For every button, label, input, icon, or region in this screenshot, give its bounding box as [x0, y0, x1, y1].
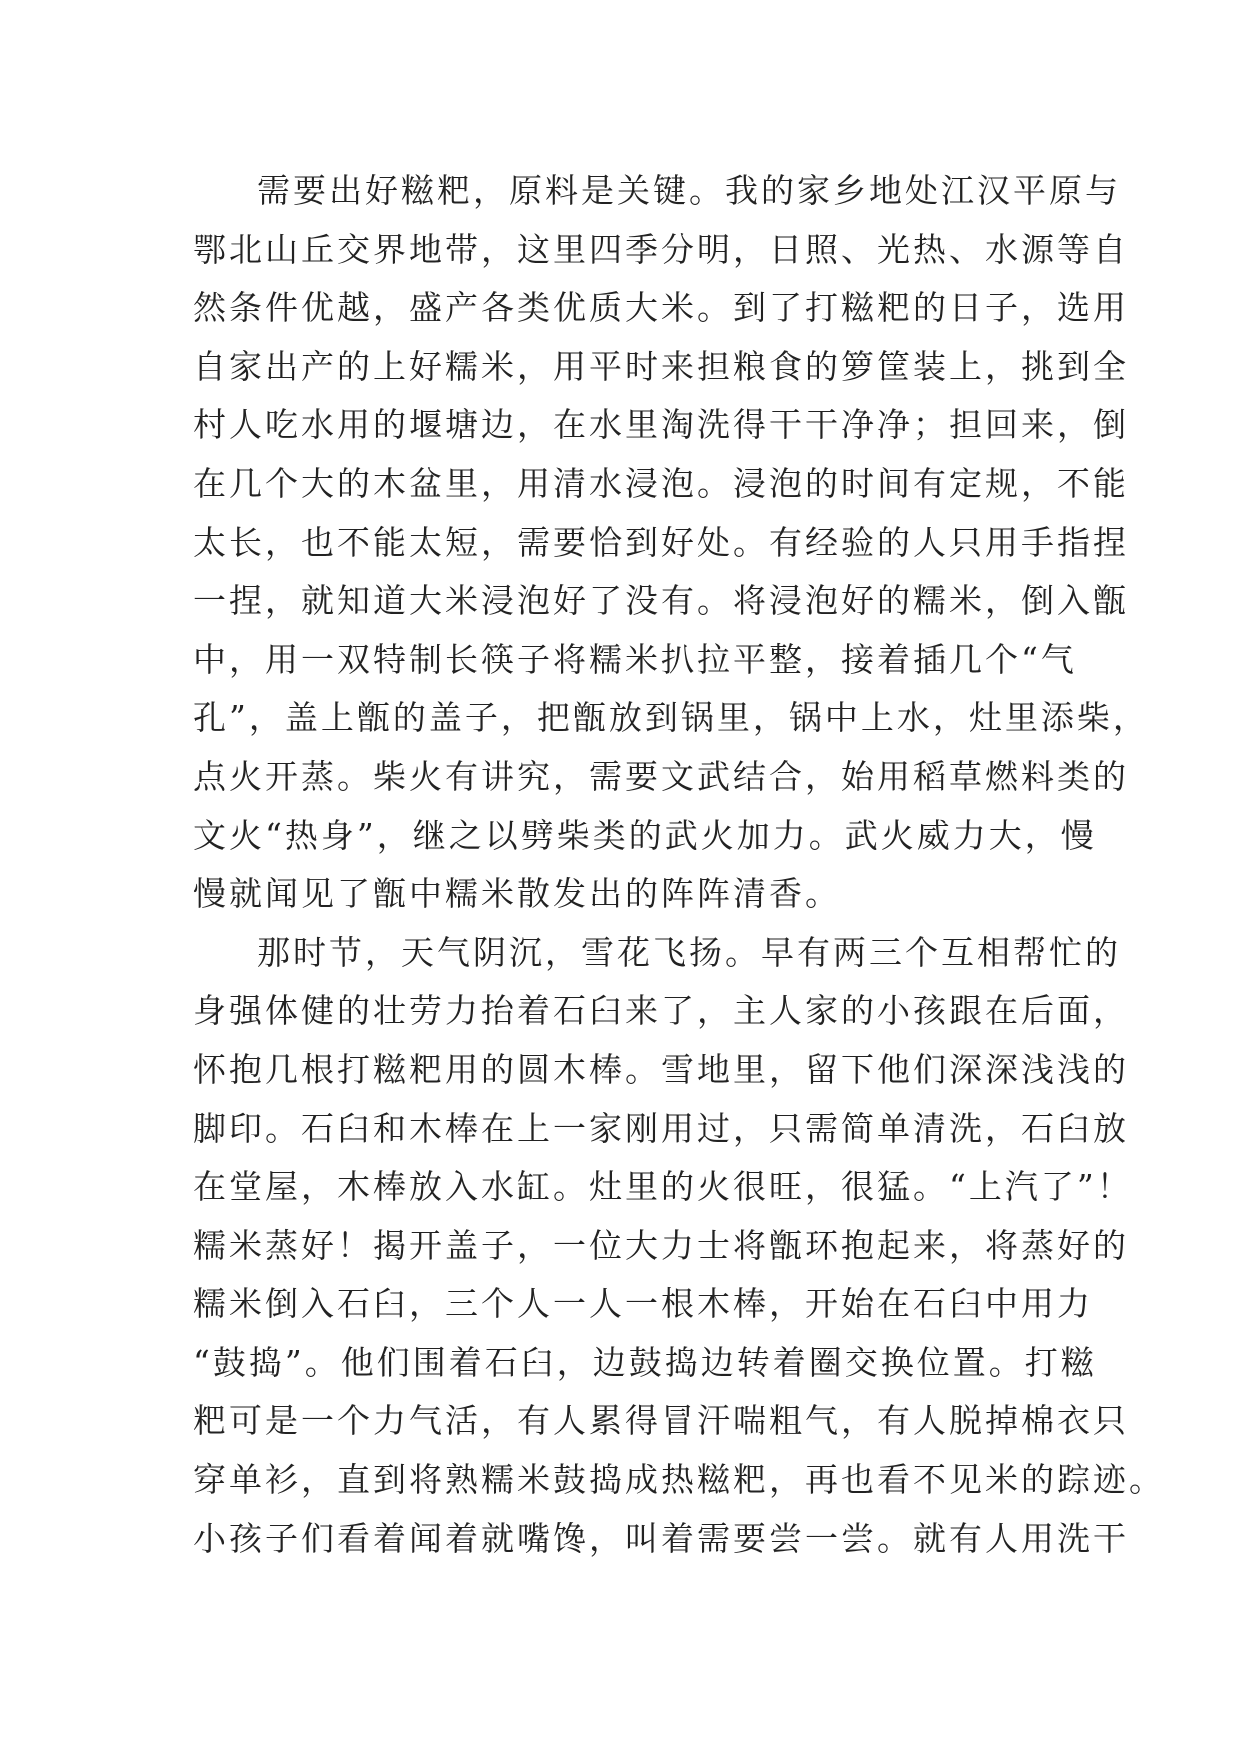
text-line: 粑可是一个力气活，有人累得冒汗喘粗气，有人脱掉棉衣只 [193, 1401, 1129, 1441]
text-line: 糯米蒸好！揭开盖子，一位大力士将甑环抱起来，将蒸好的 [193, 1225, 1129, 1265]
text-line: 点火开蒸。柴火有讲究，需要文武结合，始用稻草燃料类的 [193, 756, 1129, 796]
text-line: 孔”，盖上甑的盖子，把甑放到锅里，锅中上水，灶里添柴， [193, 698, 1149, 738]
text-line: 中，用一双特制长筷子将糯米扒拉平整，接着插几个“气 [193, 639, 1077, 679]
text-line: 太长，也不能太短，需要恰到好处。有经验的人只用手指捏 [193, 522, 1129, 562]
text-line: 小孩子们看着闻着就嘴馋，叫着需要尝一尝。就有人用洗干 [193, 1518, 1129, 1558]
text-line: 脚印。石臼和木棒在上一家刚用过，只需简单清洗，石臼放 [193, 1108, 1129, 1148]
text-line: 然条件优越，盛产各类优质大米。到了打糍粑的日子，选用 [193, 288, 1129, 328]
text-line: 自家出产的上好糯米，用平时来担粮食的箩筐装上，挑到全 [193, 346, 1129, 386]
text-line: 文火“热身”，继之以劈柴类的武火加力。武火威力大，慢 [193, 815, 1097, 855]
text-line: 那时节，天气阴沉，雪花飞扬。早有两三个互相帮忙的 [257, 932, 1121, 972]
paragraph-2 [193, 924, 1165, 1569]
text-line: 需要出好糍粑，原料是关键。我的家乡地处江汉平原与 [257, 171, 1121, 210]
text-line: 在堂屋，木棒放入水缸。灶里的火很旺，很猛。“上汽了”！ [193, 1167, 1133, 1207]
text-line: 慢就闻见了甑中糯米散发出的阵阵清香。 [193, 874, 841, 914]
text-line: 一捏，就知道大米浸泡好了没有。将浸泡好的糯米，倒入甑 [193, 581, 1129, 621]
text-line: 村人吃水用的堰塘边，在水里淘洗得干干净净；担回来，倒 [193, 405, 1129, 445]
paragraph-1 [193, 162, 1149, 924]
text-line: 身强体健的壮劳力抬着石臼来了，主人家的小孩跟在后面， [193, 991, 1129, 1031]
text-line: 在几个大的木盆里，用清水浸泡。浸泡的时间有定规，不能 [193, 463, 1129, 503]
body-text [193, 162, 1165, 1568]
text-line: 穿单衫，直到将熟糯米鼓捣成热糍粑，再也看不见米的踪迹。 [193, 1460, 1165, 1500]
text-line: 鄂北山丘交界地带，这里四季分明，日照、光热、水源等自 [193, 229, 1129, 269]
text-line: 糯米倒入石臼，三个人一人一根木棒，开始在石臼中用力 [193, 1284, 1093, 1324]
text-line: 怀抱几根打糍粑用的圆木棒。雪地里，留下他们深深浅浅的 [193, 1049, 1129, 1089]
text-line: “鼓捣”。他们围着石臼，边鼓捣边转着圈交换位置。打糍 [193, 1342, 1097, 1382]
